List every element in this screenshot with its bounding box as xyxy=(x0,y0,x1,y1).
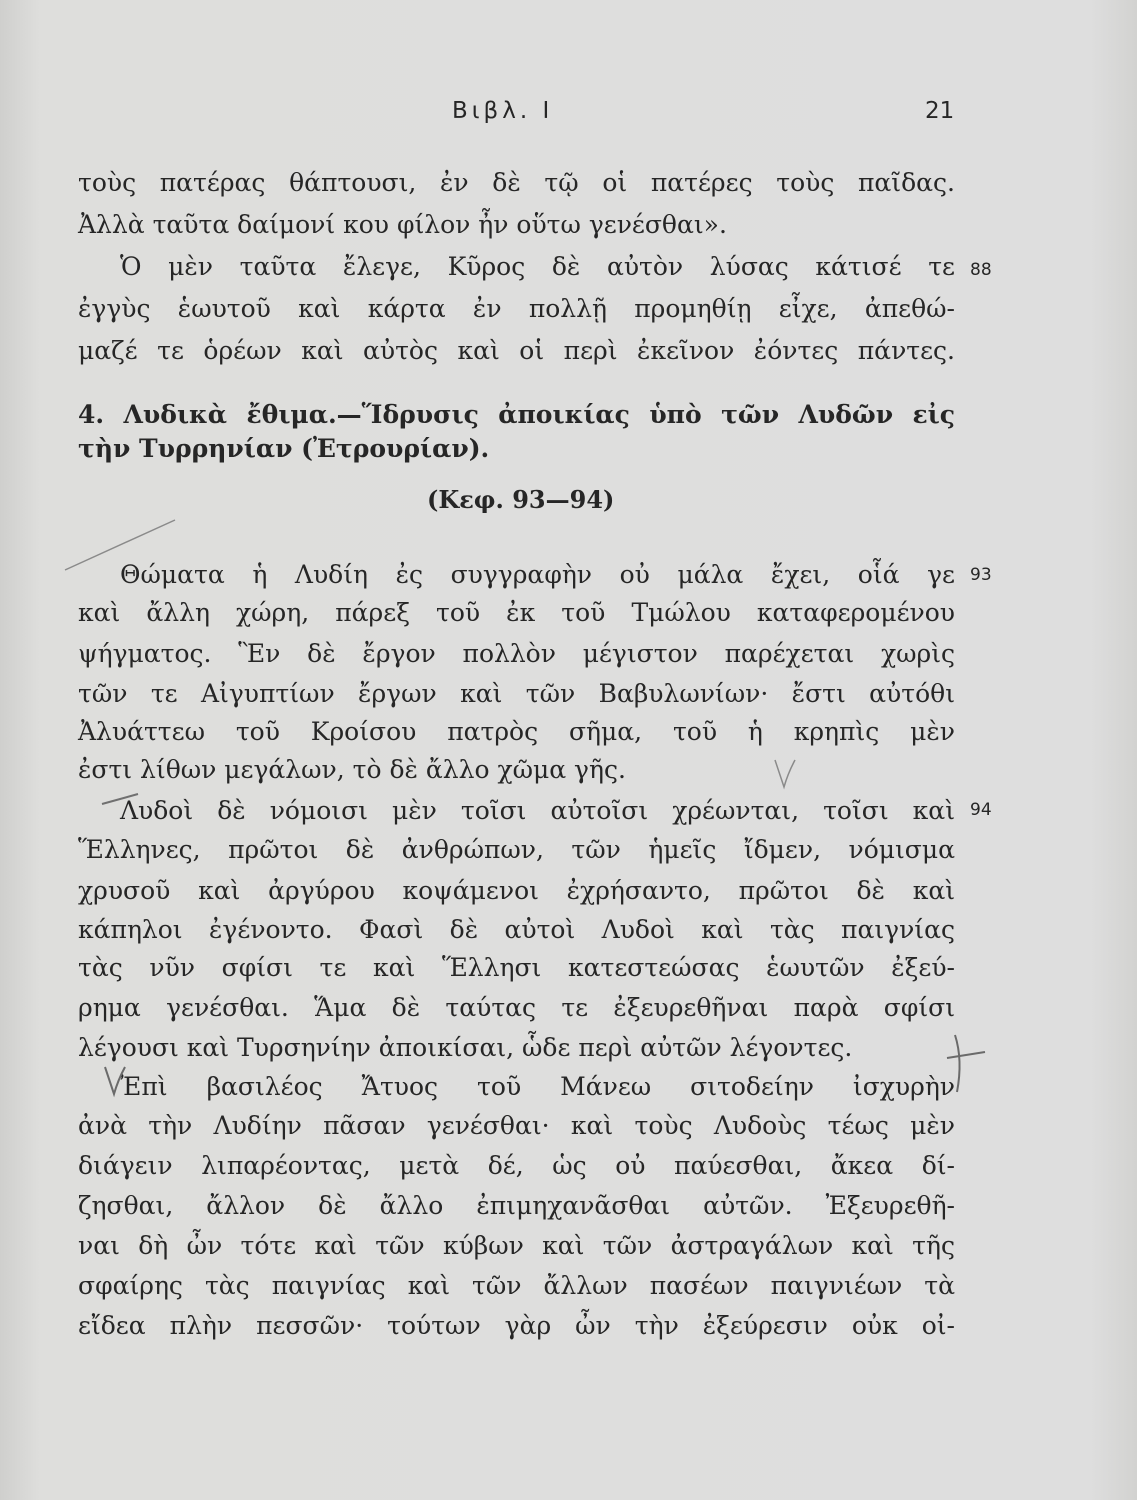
text-line: Θώματα ἡ Λυδίη ἐς συγγραφὴν οὐ μάλα ἔχει, οἷά γε xyxy=(120,560,955,589)
text-line: κάπηλοι ἐγένοντο. Φασὶ δὲ αὐτοὶ Λυδοὶ καὶ τὰς παιγνίας xyxy=(78,915,955,944)
pencil-check-icon xyxy=(770,755,800,795)
text-line: καὶ ἄλλη χώρη, πάρεξ τοῦ ἐκ τοῦ Τμώλου καταφερομένου xyxy=(78,598,955,627)
book-title: Βιβλ. Ι xyxy=(452,98,554,124)
text-line: Ἀλλὰ ταῦτα δαίμονί κου φίλον ἦν οὕτω γενέσθαι». xyxy=(78,210,727,239)
margin-number-93: 93 xyxy=(970,565,992,585)
text-line: μαζέ τε ὁρέων καὶ αὐτὸς καὶ οἱ περὶ ἐκεῖνον ἐόντες πάντες. xyxy=(78,336,955,365)
pencil-dash-icon xyxy=(100,790,140,810)
text-line: ζησθαι, ἄλλον δὲ ἄλλο ἐπιμηχανᾶσθαι αὐτῶν. Ἐξευρεθῆ- xyxy=(78,1191,955,1220)
text-line: ἐγγὺς ἑωυτοῦ καὶ κάρτα ἐν πολλῇ προμηθίῃ εἶχε, ἀπεθώ- xyxy=(78,294,955,323)
pencil-mark-icon xyxy=(945,1030,990,1100)
margin-number-94: 94 xyxy=(970,800,992,820)
text-line: διάγειν λιπαρέοντας, μετὰ δέ, ὡς οὐ παύεσθαι, ἄκεα δί- xyxy=(78,1151,955,1180)
text-line: λέγουσι καὶ Τυρσηνίην ἀποικίσαι, ὧδε περὶ αὐτῶν λέγοντες. xyxy=(78,1033,853,1062)
page-number: 21 xyxy=(925,98,955,124)
section-heading-cont: τὴν Τυρρηνίαν (Ἐτρουρίαν). xyxy=(78,434,490,463)
margin-number-88: 88 xyxy=(970,260,992,280)
text-line: χρυσοῦ καὶ ἀργύρου κοψάμενοι ἐχρήσαντο, πρῶτοι δὲ καὶ xyxy=(78,876,955,905)
text-line: Ἐπὶ βασιλέος Ἄτυος τοῦ Μάνεω σιτοδείην ἰσχυρὴν xyxy=(120,1072,955,1101)
chapter-reference: (Κεφ. 93—94) xyxy=(427,485,615,514)
text-line: ναι δὴ ὦν τότε καὶ τῶν κύβων καὶ τῶν ἀστραγάλων καὶ τῆς xyxy=(78,1231,955,1260)
section-heading: 4. Λυδικὰ ἔθιμα.—Ἵδρυσις ἀποικίας ὑπὸ τῶν Λυδῶν εἰς xyxy=(78,400,955,429)
text-line: τοὺς πατέρας θάπτουσι, ἐν δὲ τῷ οἱ πατέρες τοὺς παῖδας. xyxy=(78,168,955,197)
text-line: Ἀλυάττεω τοῦ Κροίσου πατρὸς σῆμα, τοῦ ἡ κρηπὶς μὲν xyxy=(78,717,955,746)
text-line: ψήγματος. Ἓν δὲ ἔργον πολλὸν μέγιστον παρέχεται χωρὶς xyxy=(78,639,955,668)
text-line: Ἕλληνες, πρῶτοι δὲ ἀνθρώπων, τῶν ἡμεῖς ἴδμεν, νόμισμα xyxy=(78,835,955,864)
text-line: σφαίρης τὰς παιγνίας καὶ τῶν ἄλλων πασέων παιγνιέων τὰ xyxy=(78,1271,955,1300)
text-line: ἐστι λίθων μεγάλων, τὸ δὲ ἄλλο χῶμα γῆς. xyxy=(78,755,626,784)
text-line: Ὁ μὲν ταῦτα ἔλεγε, Κῦρος δὲ αὐτὸν λύσας κάτισέ τε xyxy=(120,252,955,281)
pencil-stroke-icon xyxy=(60,515,180,575)
text-line: τὰς νῦν σφίσι τε καὶ Ἕλλησι κατεστεώσας ἑωυτῶν ἐξεύ- xyxy=(78,953,955,982)
text-line: Λυδοὶ δὲ νόμοισι μὲν τοῖσι αὐτοῖσι χρέωνται, τοῖσι καὶ xyxy=(120,796,955,825)
running-header xyxy=(0,98,1137,138)
text-line: ἀνὰ τὴν Λυδίην πᾶσαν γενέσθαι· καὶ τοὺς Λυδοὺς τέως μὲν xyxy=(78,1111,955,1140)
text-line: ρημα γενέσθαι. Ἅμα δὲ ταύτας τε ἐξευρεθῆναι παρὰ σφίσι xyxy=(78,993,955,1022)
pencil-check-icon xyxy=(100,1062,130,1102)
text-line: τῶν τε Αἰγυπτίων ἔργων καὶ τῶν Βαβυλωνίων· ἔστι αὐτόθι xyxy=(78,679,955,708)
text-line: εἴδεα πλὴν πεσσῶν· τούτων γὰρ ὦν τὴν ἐξεύρεσιν οὐκ οἰ- xyxy=(78,1311,955,1340)
